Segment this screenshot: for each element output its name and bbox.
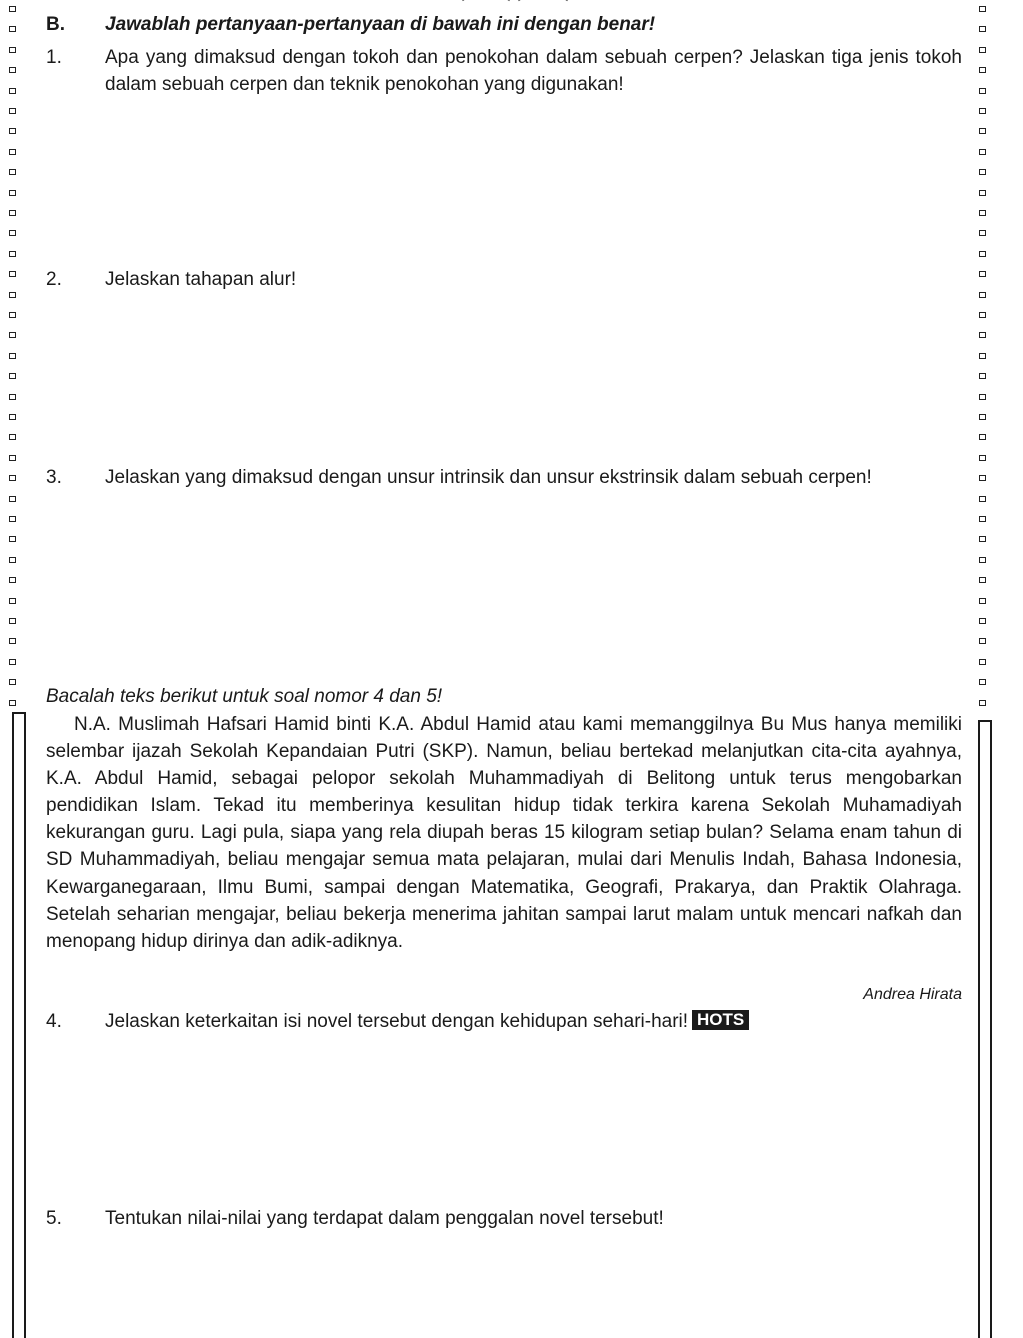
left-border-line-inner [24, 712, 26, 1338]
binder-hole [9, 475, 16, 481]
binder-hole [9, 394, 16, 400]
binder-hole [979, 26, 986, 32]
binder-hole [979, 271, 986, 277]
question-5 [46, 1205, 962, 1232]
binder-hole [979, 618, 986, 624]
binder-hole [979, 373, 986, 379]
binder-hole [979, 536, 986, 542]
binder-hole [9, 108, 16, 114]
left-binder-strip [8, 0, 18, 712]
binder-hole [979, 67, 986, 73]
binder-hole [979, 292, 986, 298]
binder-hole [979, 455, 986, 461]
binder-hole [979, 598, 986, 604]
binder-hole [9, 516, 16, 522]
binder-hole [9, 88, 16, 94]
binder-hole [979, 108, 986, 114]
binder-hole [979, 353, 986, 359]
binder-hole [979, 638, 986, 644]
binder-hole [9, 149, 16, 155]
binder-hole [979, 190, 986, 196]
question-text-wrap [105, 1008, 962, 1035]
binder-hole [9, 353, 16, 359]
binder-hole [9, 169, 16, 175]
binder-hole [9, 332, 16, 338]
binder-hole [979, 149, 986, 155]
binder-hole [9, 618, 16, 624]
binder-hole [979, 6, 986, 12]
binder-hole [9, 536, 16, 542]
binder-hole [979, 414, 986, 420]
binder-hole [9, 373, 16, 379]
binder-hole [9, 700, 16, 706]
binder-hole [9, 251, 16, 257]
binder-hole [9, 230, 16, 236]
question-number: 4. [46, 1011, 62, 1032]
binder-hole [979, 700, 986, 706]
passage-source: Andrea Hirata [863, 986, 962, 1003]
binder-hole [9, 557, 16, 563]
binder-hole [9, 577, 16, 583]
binder-hole [9, 679, 16, 685]
right-border-line [978, 720, 980, 1338]
binder-hole [9, 26, 16, 32]
question-text: Jelaskan tahapan alur! [105, 269, 297, 290]
binder-hole [9, 6, 16, 12]
question-3 [46, 464, 962, 491]
question-number: 1. [46, 47, 62, 68]
right-binder-strip [978, 0, 988, 712]
question-1 [46, 44, 962, 98]
binder-hole [9, 67, 16, 73]
reading-passage: N.A. Muslimah Hafsari Hamid binti K.A. Abdul Hamid atau kami memanggilnya Bu Mus hanya memiliki selembar ijazah Sekolah Kepandaian Putri (SKP). Namun, beliau bertekad melanjutkan cita-cita ayahnya, K.A. Abdul Hamid, sebagai pelopor sekolah Muhammadiyah di Belitong untuk terus mengobarkan pendidikan Islam. Tekad itu memberinya kesulitan hidup tidak terkira karena Sekolah Muhamadiyah kekurangan guru. Lagi pula, siapa yang rela diupah beras 15 kilogram setiap bulan? Selama enam tahun di SD Muhammadiyah, beliau mengajar semua mata pelajaran, mulai dari Menulis Indah, Bahasa Indonesia, Kewarganegaraan, Ilmu Bumi, sampai dengan Matematika, Geografi, Prakarya, dan Praktik Olahraga. Setelah seharian mengajar, beliau bekerja menerima jahitan sampai larut malam untuk mencari nafkah dan menopang hidup dirinya dan adik-adiknya. [46, 714, 962, 952]
question-text: Jelaskan keterkaitan isi novel tersebut dengan kehidupan sehari-hari! [105, 1011, 689, 1032]
binder-hole [9, 292, 16, 298]
reading-instruction: Bacalah teks berikut untuk soal nomor 4 dan 5! [46, 686, 443, 707]
section-heading [46, 14, 655, 36]
question-number: 3. [46, 467, 62, 488]
binder-hole [9, 312, 16, 318]
right-border-line-inner [990, 720, 992, 1338]
binder-hole [979, 47, 986, 53]
binder-hole [9, 434, 16, 440]
question-number: 5. [46, 1208, 62, 1229]
binder-hole [9, 271, 16, 277]
left-border-line [12, 712, 14, 1338]
binder-hole [979, 210, 986, 216]
question-4 [46, 1008, 962, 1035]
binder-hole [979, 88, 986, 94]
binder-hole [9, 47, 16, 53]
question-text: Tentukan nilai-nilai yang terdapat dalam penggalan novel tersebut! [105, 1208, 664, 1229]
binder-hole [9, 414, 16, 420]
binder-hole [9, 210, 16, 216]
binder-hole [979, 312, 986, 318]
binder-hole [979, 577, 986, 583]
question-text: Jelaskan yang dimaksud dengan unsur intrinsik dan unsur ekstrinsik dalam sebuah cerpen! [105, 467, 872, 488]
binder-hole [979, 659, 986, 665]
binder-hole [979, 516, 986, 522]
binder-hole [979, 394, 986, 400]
hots-badge: HOTS [692, 1010, 749, 1030]
section-letter: B. [46, 14, 65, 35]
binder-hole [979, 332, 986, 338]
binder-hole [979, 434, 986, 440]
binder-hole [979, 679, 986, 685]
binder-hole [979, 251, 986, 257]
binder-hole [979, 169, 986, 175]
section-title: Jawablah pertanyaan-pertanyaan di bawah ini dengan benar! [105, 14, 656, 35]
left-border-cap [12, 712, 26, 714]
question-2 [46, 266, 962, 293]
binder-hole [979, 496, 986, 502]
question-number: 2. [46, 269, 62, 290]
binder-hole [9, 659, 16, 665]
binder-hole [9, 638, 16, 644]
right-border-cap [978, 720, 992, 722]
binder-hole [9, 496, 16, 502]
binder-hole [979, 557, 986, 563]
binder-hole [979, 475, 986, 481]
binder-hole [979, 230, 986, 236]
binder-hole [9, 190, 16, 196]
binder-hole [9, 598, 16, 604]
binder-hole [9, 128, 16, 134]
binder-hole [9, 455, 16, 461]
binder-hole [979, 128, 986, 134]
question-text: Apa yang dimaksud dengan tokoh dan penokohan dalam sebuah cerpen? Jelaskan tiga jenis tokoh dalam sebuah cerpen dan teknik penokohan yang digunakan! [105, 47, 962, 95]
binding-arc-decoration [460, 0, 570, 4]
